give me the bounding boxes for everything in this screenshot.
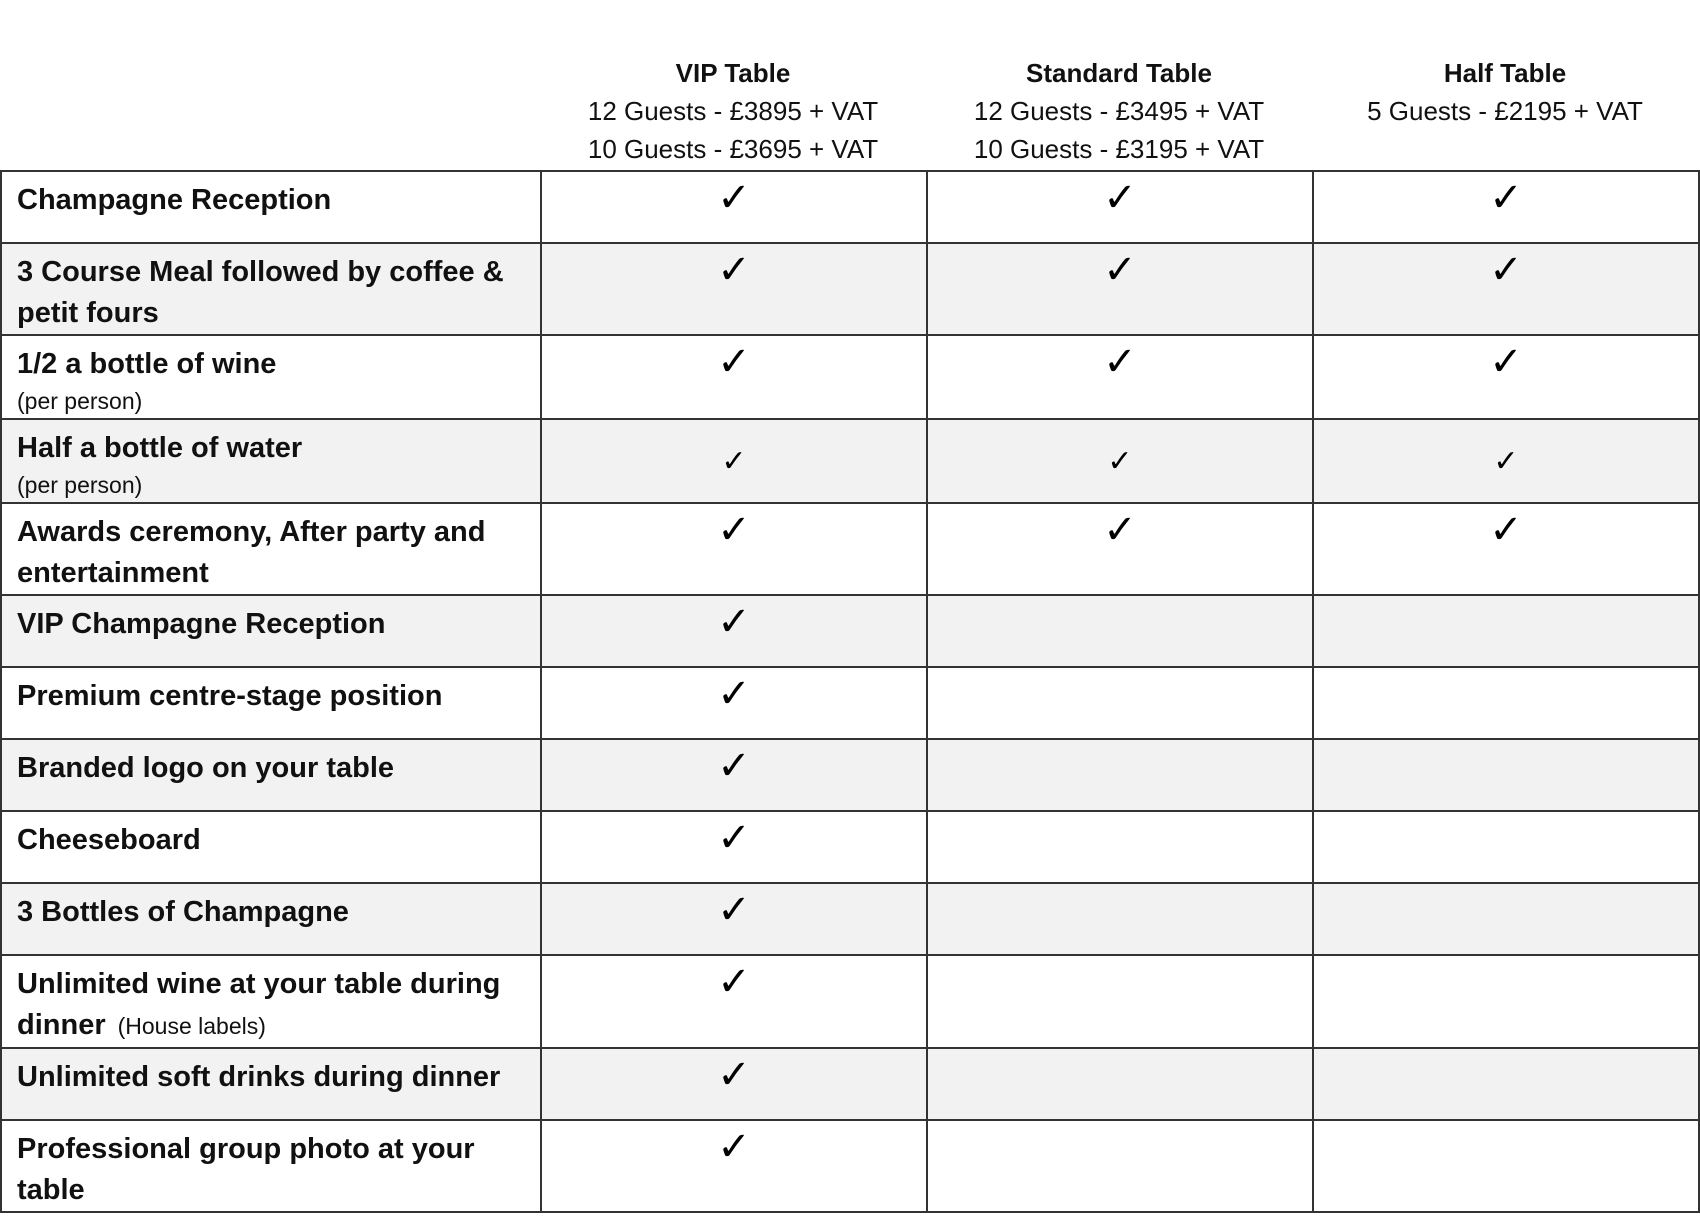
table-header bbox=[0, 54, 1700, 172]
empty-cell bbox=[928, 1121, 1312, 1127]
half-cell bbox=[1313, 171, 1699, 243]
price-line: 12 Guests - £3895 + VAT bbox=[587, 96, 879, 126]
feature-label: Cheeseboard bbox=[17, 824, 201, 856]
column-title: Half Table bbox=[1443, 58, 1567, 88]
check-icon: ✓ bbox=[1103, 247, 1137, 293]
feature-cell bbox=[1, 335, 541, 419]
standard-cell bbox=[927, 171, 1313, 243]
empty-cell bbox=[1314, 1121, 1698, 1127]
standard-cell bbox=[927, 335, 1313, 419]
half-cell bbox=[1313, 1120, 1699, 1212]
column-header-half bbox=[1312, 54, 1698, 130]
table-row bbox=[1, 171, 1699, 243]
standard-cell bbox=[927, 739, 1313, 811]
check-icon: ✓ bbox=[1489, 175, 1523, 221]
feature-cell bbox=[1, 171, 541, 243]
table-row bbox=[1, 503, 1699, 595]
half-cell bbox=[1313, 335, 1699, 419]
check-icon: ✓ bbox=[1103, 175, 1137, 221]
feature-cell bbox=[1, 1048, 541, 1120]
half-cell bbox=[1313, 883, 1699, 955]
check-icon: ✓ bbox=[717, 959, 751, 1005]
feature-cell bbox=[1, 1120, 541, 1212]
vip-cell bbox=[541, 739, 927, 811]
vip-cell bbox=[541, 595, 927, 667]
check-icon: ✓ bbox=[717, 339, 751, 385]
check-icon: ✓ bbox=[1107, 444, 1133, 479]
feature-label: Branded logo on your table bbox=[17, 752, 395, 784]
standard-cell bbox=[927, 243, 1313, 335]
empty-cell bbox=[1314, 740, 1698, 746]
check-icon: ✓ bbox=[717, 1124, 751, 1170]
feature-cell bbox=[1, 955, 541, 1048]
check-icon: ✓ bbox=[717, 743, 751, 789]
empty-cell bbox=[928, 740, 1312, 746]
empty-cell bbox=[928, 596, 1312, 602]
vip-cell bbox=[541, 811, 927, 883]
feature-label: Professional group photo at your table bbox=[17, 1133, 475, 1206]
empty-cell bbox=[928, 1049, 1312, 1055]
feature-cell bbox=[1, 503, 541, 595]
price-line: 10 Guests - £3195 + VAT bbox=[973, 134, 1265, 164]
feature-cell bbox=[1, 811, 541, 883]
vip-cell bbox=[541, 419, 927, 503]
feature-note: (per person) bbox=[17, 388, 143, 414]
vip-cell bbox=[541, 667, 927, 739]
empty-cell bbox=[1314, 956, 1698, 962]
column-header-standard bbox=[926, 54, 1312, 168]
table-row bbox=[1, 595, 1699, 667]
half-cell bbox=[1313, 1048, 1699, 1120]
column-title: VIP Table bbox=[675, 58, 791, 88]
table-row bbox=[1, 335, 1699, 419]
feature-label: Unlimited wine at your table during dinner bbox=[17, 968, 501, 1041]
empty-cell bbox=[1314, 884, 1698, 890]
table-row bbox=[1, 419, 1699, 503]
feature-cell bbox=[1, 243, 541, 335]
vip-cell bbox=[541, 243, 927, 335]
table-row bbox=[1, 243, 1699, 335]
empty-cell bbox=[1314, 1049, 1698, 1055]
feature-label: Premium centre-stage position bbox=[17, 680, 443, 712]
feature-label: VIP Champagne Reception bbox=[17, 608, 386, 640]
empty-cell bbox=[1314, 668, 1698, 674]
standard-cell bbox=[927, 595, 1313, 667]
check-icon: ✓ bbox=[717, 671, 751, 717]
half-cell bbox=[1313, 811, 1699, 883]
vip-cell bbox=[541, 1048, 927, 1120]
half-cell bbox=[1313, 955, 1699, 1048]
empty-cell bbox=[928, 956, 1312, 962]
table-row bbox=[1, 883, 1699, 955]
vip-cell bbox=[541, 883, 927, 955]
table-row bbox=[1, 739, 1699, 811]
feature-cell bbox=[1, 419, 541, 503]
column-header-vip bbox=[540, 54, 926, 168]
table-row bbox=[1, 1048, 1699, 1120]
vip-cell bbox=[541, 171, 927, 243]
check-icon: ✓ bbox=[1493, 444, 1519, 479]
standard-cell bbox=[927, 883, 1313, 955]
check-icon: ✓ bbox=[721, 444, 747, 479]
feature-note: (per person) bbox=[17, 472, 143, 498]
half-cell bbox=[1313, 419, 1699, 503]
feature-label: Awards ceremony, After party and entertainment bbox=[17, 516, 486, 589]
empty-cell bbox=[1314, 596, 1698, 602]
feature-label: Half a bottle of water bbox=[17, 432, 303, 464]
check-icon: ✓ bbox=[1489, 507, 1523, 553]
table-row bbox=[1, 955, 1699, 1048]
feature-label: Unlimited soft drinks during dinner bbox=[17, 1061, 501, 1093]
vip-cell bbox=[541, 1120, 927, 1212]
check-icon: ✓ bbox=[717, 507, 751, 553]
features-table bbox=[0, 170, 1700, 1213]
standard-cell bbox=[927, 811, 1313, 883]
check-icon: ✓ bbox=[1489, 247, 1523, 293]
feature-cell bbox=[1, 595, 541, 667]
empty-cell bbox=[928, 668, 1312, 674]
feature-label: Champagne Reception bbox=[17, 184, 332, 216]
vip-cell bbox=[541, 335, 927, 419]
standard-cell bbox=[927, 1048, 1313, 1120]
table-row bbox=[1, 811, 1699, 883]
feature-label: 1/2 a bottle of wine bbox=[17, 348, 277, 380]
vip-cell bbox=[541, 503, 927, 595]
check-icon: ✓ bbox=[1103, 339, 1137, 385]
price-line: 5 Guests - £2195 + VAT bbox=[1367, 96, 1643, 126]
empty-cell bbox=[1314, 812, 1698, 818]
price-line: 10 Guests - £3695 + VAT bbox=[587, 134, 879, 164]
check-icon: ✓ bbox=[1489, 339, 1523, 385]
standard-cell bbox=[927, 503, 1313, 595]
half-cell bbox=[1313, 503, 1699, 595]
check-icon: ✓ bbox=[717, 247, 751, 293]
feature-label: 3 Course Meal followed by coffee & petit fours bbox=[17, 256, 504, 329]
standard-cell bbox=[927, 1120, 1313, 1212]
empty-cell bbox=[928, 884, 1312, 890]
feature-cell bbox=[1, 667, 541, 739]
half-cell bbox=[1313, 667, 1699, 739]
half-cell bbox=[1313, 595, 1699, 667]
check-icon: ✓ bbox=[717, 599, 751, 645]
price-line: 12 Guests - £3495 + VAT bbox=[973, 96, 1265, 126]
empty-cell bbox=[928, 812, 1312, 818]
feature-cell bbox=[1, 739, 541, 811]
check-icon: ✓ bbox=[717, 1052, 751, 1098]
feature-note: (House labels) bbox=[117, 1013, 266, 1039]
feature-cell bbox=[1, 883, 541, 955]
standard-cell bbox=[927, 419, 1313, 503]
standard-cell bbox=[927, 667, 1313, 739]
check-icon: ✓ bbox=[717, 815, 751, 861]
half-cell bbox=[1313, 243, 1699, 335]
feature-label: 3 Bottles of Champagne bbox=[17, 896, 349, 928]
standard-cell bbox=[927, 955, 1313, 1048]
check-icon: ✓ bbox=[717, 887, 751, 933]
check-icon: ✓ bbox=[717, 175, 751, 221]
vip-cell bbox=[541, 955, 927, 1048]
column-title: Standard Table bbox=[1026, 58, 1212, 88]
half-cell bbox=[1313, 739, 1699, 811]
table-row bbox=[1, 667, 1699, 739]
check-icon: ✓ bbox=[1103, 507, 1137, 553]
table-row bbox=[1, 1120, 1699, 1212]
